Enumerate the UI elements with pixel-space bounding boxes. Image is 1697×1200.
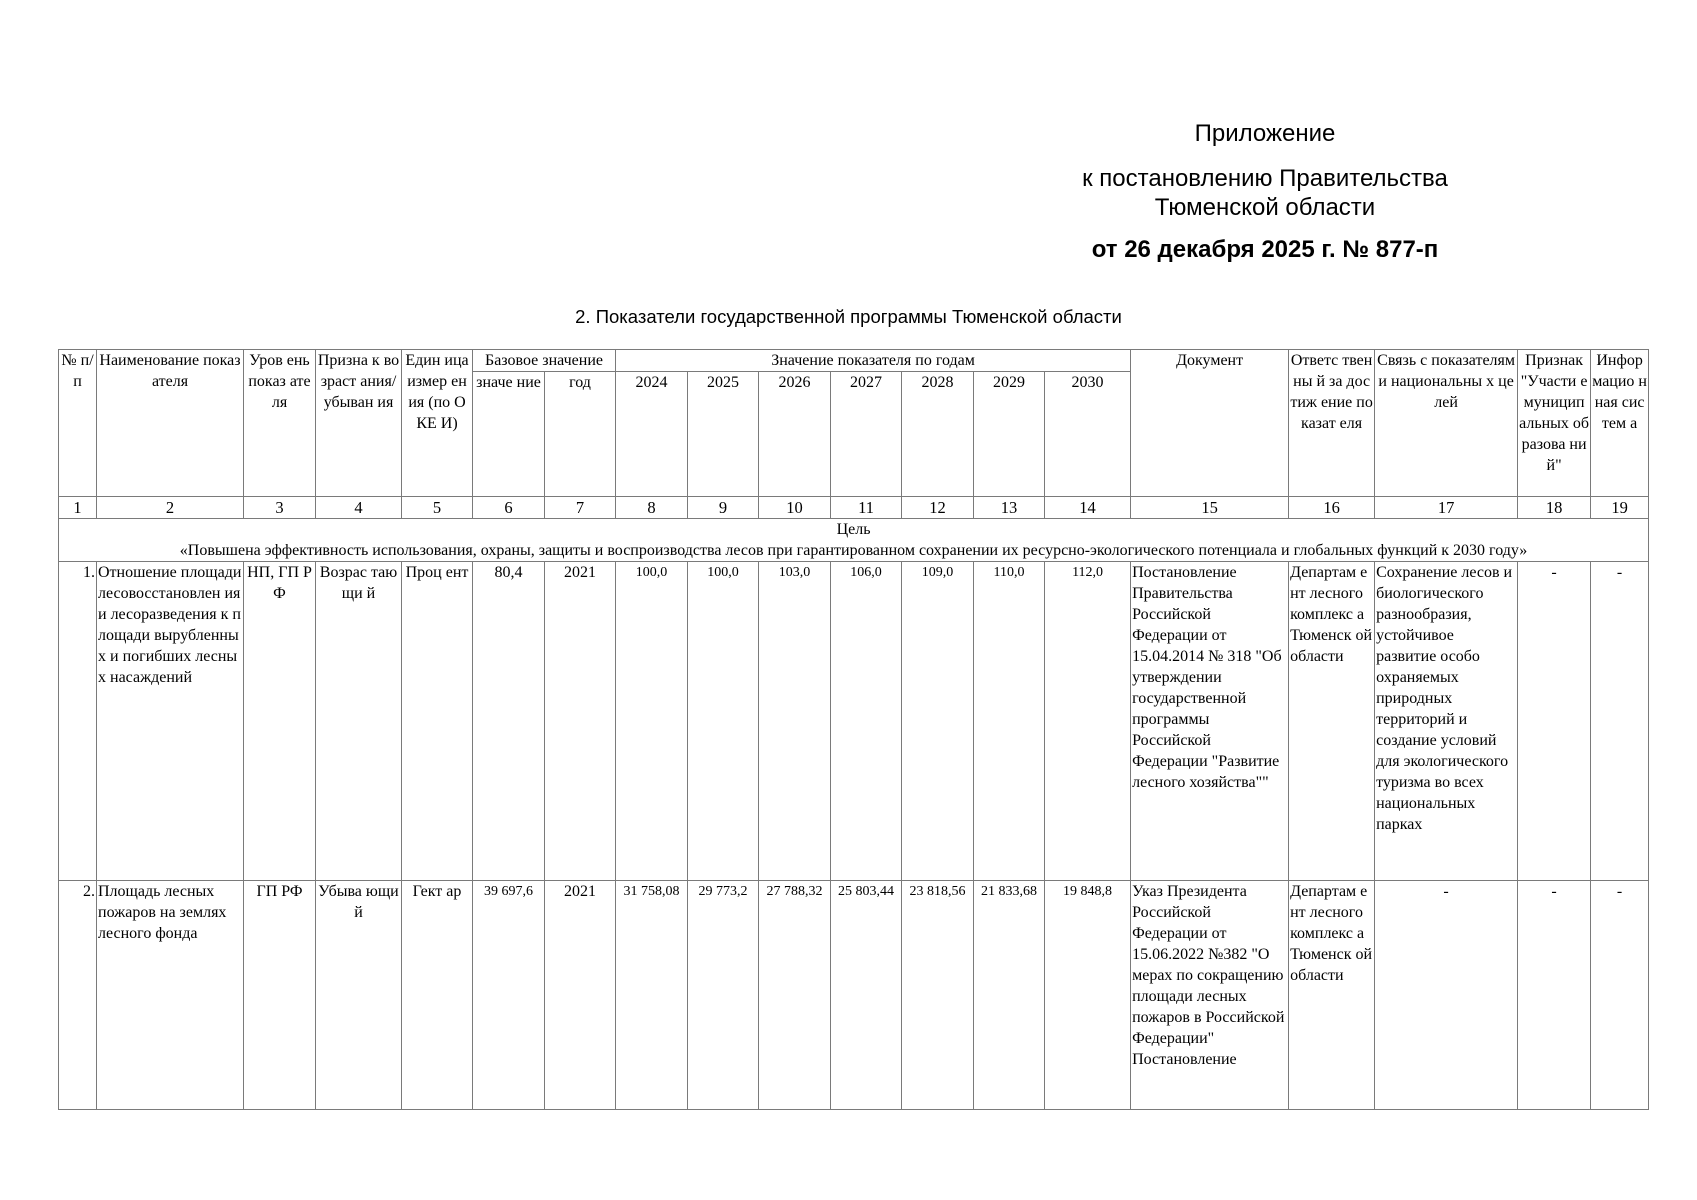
- col-header-document: Документ: [1131, 350, 1289, 497]
- responsible-cell: Департам ент лесного комплекс а Тюменск ой области: [1289, 881, 1375, 1110]
- column-number: 17: [1375, 497, 1518, 519]
- document-cell: Постановление Правительства Российской Федерации от 15.04.2014 № 318 "Об утверждении государственной программы Российской Федерации "Развитие лесного хозяйства"": [1131, 562, 1289, 881]
- year-value: 27 788,32: [759, 881, 831, 1110]
- base-year: 2021: [545, 562, 616, 881]
- col-header-name: Наименование показателя: [97, 350, 244, 497]
- column-number: 16: [1289, 497, 1375, 519]
- column-numbers-row: [59, 497, 1649, 519]
- col-header-base-value: значе ние: [473, 372, 545, 497]
- column-number: 18: [1518, 497, 1591, 519]
- col-header-years-group: Значение показателя по годам: [616, 350, 1131, 372]
- row-num: 2.: [59, 881, 97, 1110]
- col-header-info-system: Инфор мацио нная систем а: [1591, 350, 1649, 497]
- column-number: 3: [244, 497, 316, 519]
- appendix-reference-line1: к постановлению Правительства: [1082, 165, 1448, 192]
- header-row-1: [59, 350, 1649, 372]
- column-number: 8: [616, 497, 688, 519]
- col-header-year: 2028: [902, 372, 974, 497]
- year-value: 29 773,2: [688, 881, 759, 1110]
- column-number: 19: [1591, 497, 1649, 519]
- national-goals-link-cell: -: [1375, 881, 1518, 1110]
- col-header-year: 2027: [831, 372, 902, 497]
- col-header-year: 2025: [688, 372, 759, 497]
- year-value: 31 758,08: [616, 881, 688, 1110]
- indicator-name: Отношение площади лесовосстановлен ия и лесоразведения к площади вырубленных и погибших лесных насаждений: [97, 562, 244, 881]
- year-value: 110,0: [974, 562, 1045, 881]
- column-number: 14: [1045, 497, 1131, 519]
- indicator-level: НП, ГП РФ: [244, 562, 316, 881]
- column-number: 2: [97, 497, 244, 519]
- col-header-num: № п/ п: [59, 350, 97, 497]
- year-value: 25 803,44: [831, 881, 902, 1110]
- column-number: 11: [831, 497, 902, 519]
- col-header-year: 2029: [974, 372, 1045, 497]
- year-value: 112,0: [1045, 562, 1131, 881]
- column-number: 10: [759, 497, 831, 519]
- column-number: 5: [402, 497, 473, 519]
- column-number: 15: [1131, 497, 1289, 519]
- year-value: 19 848,8: [1045, 881, 1131, 1110]
- year-value: 109,0: [902, 562, 974, 881]
- info-system: -: [1591, 881, 1649, 1110]
- col-header-unit: Един ица измер ения (по ОКЕ И): [402, 350, 473, 497]
- municipal-flag: -: [1518, 881, 1591, 1110]
- section-title: 2. Показатели государственной программы Тюменской области: [575, 306, 1122, 327]
- column-number: 12: [902, 497, 974, 519]
- base-value: 39 697,6: [473, 881, 545, 1110]
- appendix-reference-line2: Тюменской области: [1154, 194, 1376, 221]
- column-number: 13: [974, 497, 1045, 519]
- document-cell: Указ Президента Российской Федерации от 15.06.2022 №382 "О мерах по сокращению площади лесных пожаров в Российской Федерации" Постановление: [1131, 881, 1289, 1110]
- column-number: 4: [316, 497, 402, 519]
- goal-text: «Повышена эффективность использования, охраны, защиты и воспроизводства лесов при гарантированном сохранении их ресурсно-экологического потенциала и глобальных функций к 2030 году»: [179, 542, 1528, 559]
- municipal-flag: -: [1518, 562, 1591, 881]
- indicator-level: ГП РФ: [244, 881, 316, 1110]
- year-value: 21 833,68: [974, 881, 1045, 1110]
- appendix-reference: [1020, 164, 1510, 222]
- col-header-responsible: Ответс твенны й за достиж ение показат еля: [1289, 350, 1375, 497]
- appendix-date: от 26 декабря 2025 г. № 877-п: [1091, 236, 1439, 263]
- table-row: [59, 562, 1649, 881]
- year-value: 103,0: [759, 562, 831, 881]
- indicator-trend: Возрас тающи й: [316, 562, 402, 881]
- indicator-unit: Гект ар: [402, 881, 473, 1110]
- year-value: 100,0: [616, 562, 688, 881]
- appendix-title: Приложение: [1194, 120, 1336, 147]
- responsible-cell: Департам ент лесного комплекс а Тюменск ой области: [1289, 562, 1375, 881]
- year-value: 106,0: [831, 562, 902, 881]
- national-goals-link-cell: Сохранение лесов и биологического разнообразия, устойчивое развитие особо охраняемых природных территорий и создание условий для экологического туризма во всех национальных парках: [1375, 562, 1518, 881]
- column-number: 6: [473, 497, 545, 519]
- col-header-level: Уров ень показ ателя: [244, 350, 316, 497]
- row-num: 1.: [59, 562, 97, 881]
- indicator-trend: Убыва ющий: [316, 881, 402, 1110]
- base-year: 2021: [545, 881, 616, 1110]
- column-number: 9: [688, 497, 759, 519]
- col-header-trend: Призна к возраст ания/ убыван ия: [316, 350, 402, 497]
- col-header-link: Связь с показателями национальны х целей: [1375, 350, 1518, 497]
- year-value: 100,0: [688, 562, 759, 881]
- col-header-base-year: год: [545, 372, 616, 497]
- col-header-year: 2024: [616, 372, 688, 497]
- indicator-unit: Проц ент: [402, 562, 473, 881]
- indicator-name: Площадь лесных пожаров на землях лесного фонда: [97, 881, 244, 1110]
- goal-row: [59, 519, 1649, 562]
- table-row: [59, 881, 1649, 1110]
- column-number: 7: [545, 497, 616, 519]
- year-value: 23 818,56: [902, 881, 974, 1110]
- goal-cell: [59, 519, 1649, 562]
- col-header-base: Базовое значение: [473, 350, 616, 372]
- indicators-table: [58, 349, 1649, 1110]
- col-header-municipal: Признак "Участи е муницип альных образова ний": [1518, 350, 1591, 497]
- col-header-year: 2026: [759, 372, 831, 497]
- column-number: 1: [59, 497, 97, 519]
- goal-label: Цель: [836, 521, 871, 538]
- base-value: 80,4: [473, 562, 545, 881]
- col-header-year: 2030: [1045, 372, 1131, 497]
- info-system: -: [1591, 562, 1649, 881]
